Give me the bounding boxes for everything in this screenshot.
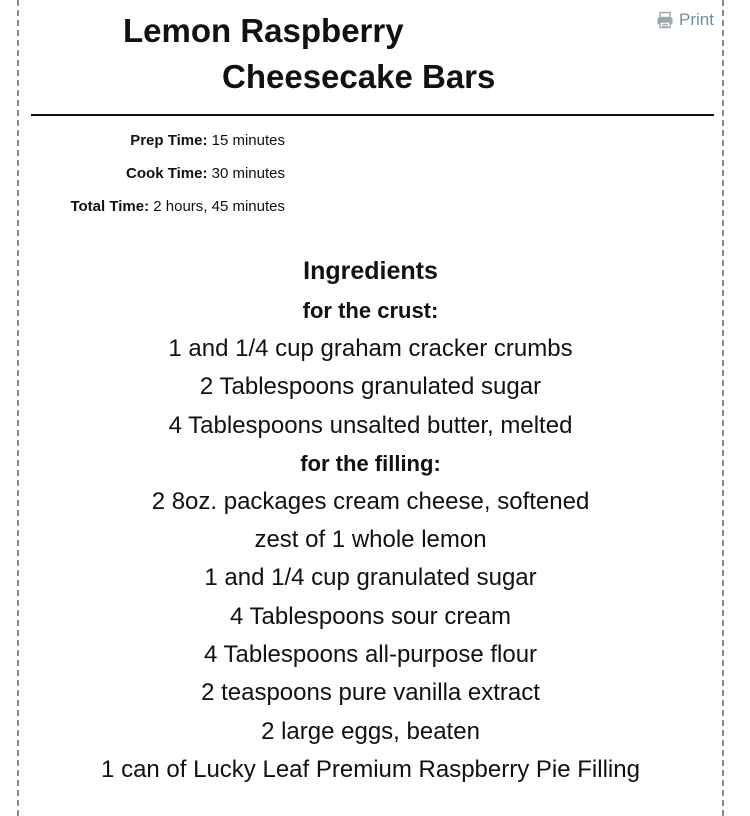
total-time [19, 194, 285, 227]
recipe-title-line1: Lemon Raspberry [123, 12, 404, 49]
prep-time-value: 15 minutes [211, 132, 285, 149]
list-item: 4 Tablespoons sour cream [229, 602, 512, 630]
cook-time [19, 161, 285, 194]
list-item: 2 large eggs, beaten [261, 717, 480, 745]
list-item: 2 Tablespoons granulated sugar [199, 373, 542, 401]
recipe-times [19, 128, 339, 227]
list-item: zest of 1 whole lemon [254, 526, 487, 554]
crust-heading: for the crust: [302, 298, 439, 323]
print-label: Print [679, 10, 714, 29]
prep-time-label: Prep Time: [130, 132, 208, 149]
recipe-title-line2: Cheesecake Bars [222, 58, 496, 95]
printer-icon [656, 11, 674, 29]
list-item: 1 can of Lucky Leaf Premium Raspberry Pie Filling [101, 755, 640, 783]
filling-list [19, 483, 722, 789]
filling-heading: for the filling: [300, 450, 441, 476]
cook-time-value: 30 minutes [211, 165, 285, 182]
total-time-value: 2 hours, 45 minutes [153, 198, 285, 215]
print-button[interactable] [656, 10, 714, 30]
prep-time [19, 128, 285, 161]
list-item: 4 Tablespoons all-purpose flour [203, 641, 538, 669]
recipe-card [17, 0, 724, 816]
list-item: 2 8oz. packages cream cheese, softened [151, 487, 590, 515]
list-item: 1 and 1/4 cup granulated sugar [204, 564, 537, 592]
ingredients-heading: Ingredients [303, 257, 438, 285]
list-item: 2 teaspoons pure vanilla extract [201, 679, 540, 707]
total-time-label: Total Time: [70, 198, 150, 215]
crust-list [19, 330, 722, 445]
title-divider [31, 114, 714, 116]
list-item: 4 Tablespoons unsalted butter, melted [168, 411, 573, 439]
ingredients-section [19, 250, 722, 789]
cook-time-label: Cook Time: [126, 165, 208, 182]
list-item: 1 and 1/4 cup graham cracker crumbs [168, 335, 573, 362]
